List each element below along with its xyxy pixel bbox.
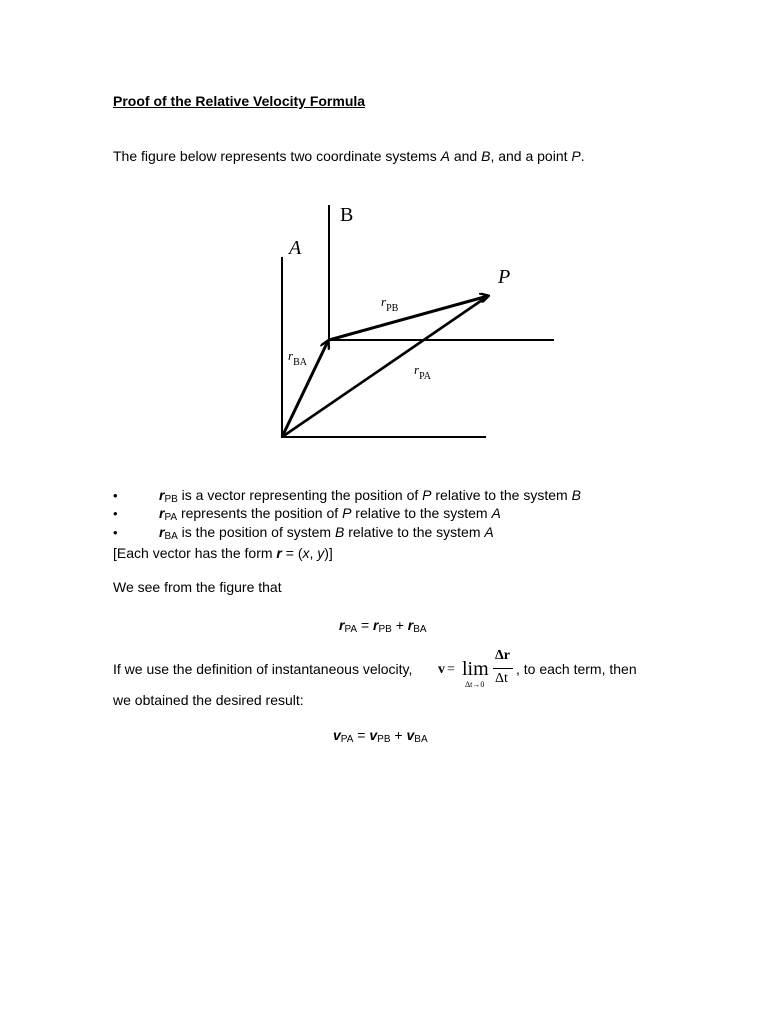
vector-symbol: r — [159, 505, 165, 521]
item-italic: P — [422, 487, 432, 503]
note-text: [Each vector has the form — [113, 545, 277, 561]
plus-sign: + — [390, 727, 407, 743]
intro-point-p: P — [571, 148, 581, 164]
vector-symbol: v — [333, 727, 341, 743]
limit-operator: lim — [462, 658, 489, 680]
bullet-marker: • — [113, 488, 118, 503]
vector-subscript: PA — [344, 624, 358, 635]
page-title: Proof of the Relative Velocity Formula — [113, 93, 366, 109]
equals-sign: = — [357, 617, 374, 633]
item-text: relative to the system — [344, 524, 485, 540]
label-vector-r-pb: $r_{PB}$ — [381, 294, 399, 314]
vector-subscript: BA — [413, 624, 427, 635]
numerator-text: Δr — [495, 648, 510, 663]
vector-subscript: BA — [414, 734, 428, 745]
vector-symbol: r — [159, 524, 165, 540]
vector-subscript: BA — [164, 531, 178, 542]
fraction-bar — [493, 668, 513, 669]
vector-r-pb-arrow — [329, 296, 488, 340]
intro-system-b: B — [481, 148, 491, 164]
note-text: = ( — [281, 545, 303, 561]
coordinate-systems-figure — [270, 195, 570, 450]
limit-subscript: Δt→0 — [465, 680, 485, 689]
bullet-marker: • — [113, 525, 118, 540]
equals-sign: = — [353, 727, 370, 743]
label-system-b: B — [340, 204, 354, 226]
vector-subscript: PB — [378, 624, 392, 635]
velocity-equation — [333, 727, 428, 743]
list-item-r-pb — [159, 487, 581, 503]
fraction-denominator: Δt — [495, 671, 508, 686]
velocity-limit-formula — [438, 648, 513, 690]
figure-observation-text: We see from the figure that — [113, 579, 282, 595]
vector-form-note — [113, 545, 333, 561]
intro-paragraph — [113, 148, 585, 164]
velocity-symbol: v — [438, 662, 445, 677]
label-vector-r-pa: $r_{PA}$ — [414, 362, 431, 382]
vector-symbol: r — [159, 487, 165, 503]
list-item-r-pa — [159, 505, 501, 521]
item-text: is the position of system — [177, 524, 335, 540]
list-item-r-ba — [159, 524, 494, 540]
item-italic: A — [491, 505, 501, 521]
vector-symbol: v — [369, 727, 378, 743]
vector-symbol: r — [339, 617, 345, 633]
bullet-marker: • — [113, 506, 118, 521]
vector-subscript: PA — [164, 512, 178, 523]
intro-text: , and a point — [490, 148, 572, 164]
note-text: )] — [324, 545, 333, 561]
label-vector-r-ba: $r_{BA}$ — [288, 348, 307, 368]
vector-subscript: PB — [164, 494, 178, 505]
item-italic: B — [571, 487, 581, 503]
item-italic: P — [342, 505, 352, 521]
item-text: represents the position of — [177, 505, 343, 521]
plus-sign: + — [391, 617, 408, 633]
intro-text: and — [449, 148, 482, 164]
vector-symbol: r — [276, 545, 282, 561]
label-point-p: P — [498, 266, 511, 288]
vector-r-pa-arrow — [282, 296, 488, 437]
note-x: x — [302, 545, 310, 561]
item-text: relative to the system — [431, 487, 572, 503]
vector-symbol: v — [406, 727, 415, 743]
item-text: relative to the system — [351, 505, 492, 521]
equals-sign: = — [447, 662, 455, 677]
definition-text-start: If we use the definition of instantaneous velocity, — [113, 661, 413, 677]
vector-symbol: r — [373, 617, 379, 633]
result-intro-text: we obtained the desired result: — [113, 692, 304, 708]
item-italic: B — [334, 524, 345, 540]
vector-symbol: r — [407, 617, 414, 633]
vector-subscript: PB — [377, 734, 391, 745]
label-system-a: A — [289, 237, 302, 259]
item-text: is a vector representing the position of — [177, 487, 423, 503]
intro-system-a: A — [440, 148, 450, 164]
item-italic: A — [484, 524, 494, 540]
intro-text: . — [580, 148, 585, 164]
fraction-numerator — [495, 648, 510, 664]
position-equation — [339, 617, 427, 633]
definition-text-end: , to each term, then — [516, 661, 637, 677]
vector-subscript: PA — [340, 734, 354, 745]
intro-text: The figure below represents two coordinate systems — [113, 148, 441, 164]
note-text: , — [309, 545, 318, 561]
note-y: y — [317, 545, 325, 561]
